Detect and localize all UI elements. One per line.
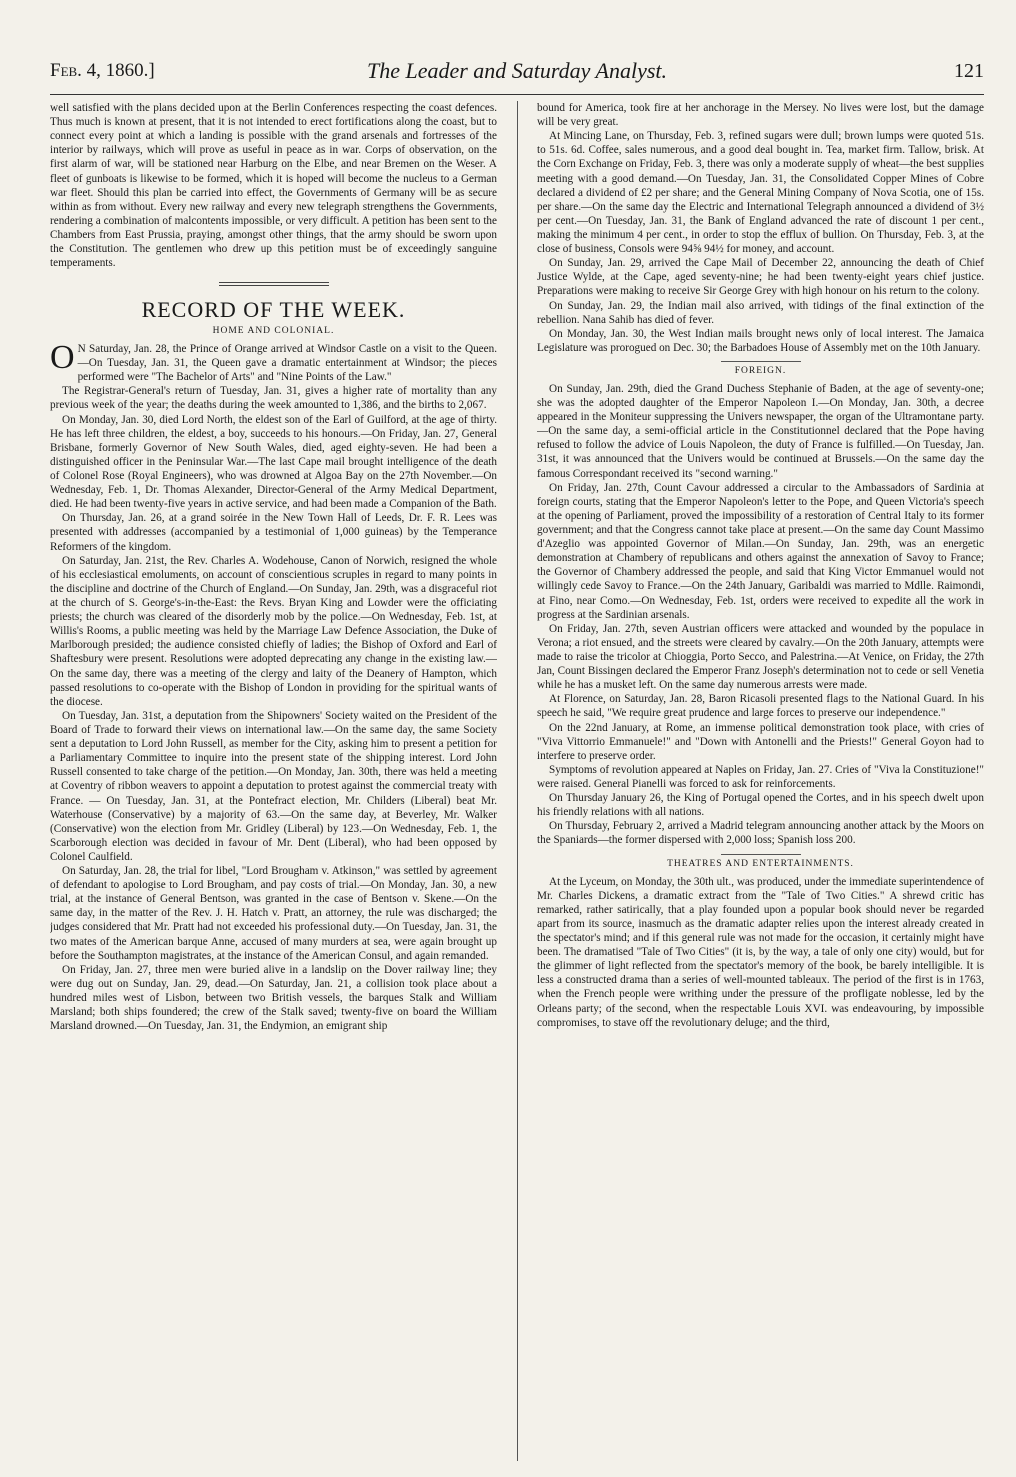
article-paragraph: Symptoms of revolution appeared at Naples on Friday, Jan. 27. Cries of "Viva la Constituzione!" were raised. General Pianelli was forced to ask for reinforcements. xyxy=(537,763,984,790)
article-paragraph: At the Lyceum, on Monday, the 30th ult., was produced, under the immediate superintendence of Mr. Charles Dickens, a dramatic extract from the "Tale of Two Cities." A shrewd critic has remarked, rather satirically, that a play founded upon a popular book should never be regarded apart from its source, inasmuch as the dramatic adapter relies upon the interest already created in the spectator's mind; and if this general rule was not made for the occasion, it certainly might have been. The dramatised "Tale of Two Cities" (it is, by the way, a tale of only one city) would, but for the glimmer of light reflected from the spectator's memory of the book, be barely intelligible. It is less a constructed drama than a series of well-mounted tableaux. The period of the first is in 1763, when the French people were writhing under the pressure of the profligate noblesse, led by the Orleans party; of the second, when the respectable Louis XVI. was endeavouring, by impossible compromises, to stave off the revolutionary deluge; and the third, xyxy=(537,875,984,1029)
article-paragraph: On Thursday, Jan. 26, at a grand soirée in the New Town Hall of Leeds, Dr. F. R. Lees was presented with addresses (accompanied by a testimonial of 1,000 guineas) by the Temperance Reformers of the kingdom. xyxy=(50,512,497,553)
article-paragraph: At Mincing Lane, on Thursday, Feb. 3, refined sugars were dull; brown lumps were quoted 51s. to 51s. 6d. Coffee, sales numerous, and a good deal bought in. Tea, market firm. Tallow, brisk. At the Corn Exchange on Friday, Feb. 3, there was only a moderate supply of wheat—the best supplies meeting with a good demand.—On Tuesday, Jan. 31, the Consolidated Copper Mines of Cobre declared a dividend of £2 per share; and the General Mining Company of Nova Scotia, one of 15s. per share.—On the same day the Electric and International Telegraph announced a dividend of 3½ per cent.—On Tuesday, Jan. 31, the Bank of England advanced the rate of discount 1 per cent., making the minimum 4 per cent., in order to stop the efflux of bullion. On Thursday, Feb. 3, at the close of business, Consols were 94⅝ 94½ for money, and account. xyxy=(537,130,984,256)
page-number: 121 xyxy=(954,60,984,82)
article-paragraph: On Saturday, Jan. 28, the trial for libel, "Lord Brougham v. Atkinson," was settled by agreement of defendant to apologise to Lord Brougham, and pay costs of trial.—On Monday, Jan. 30, a new trial, at the instance of General Bentson, was granted in the case of Bentson v. Skene.—On the same day, in the matter of the Rev. J. H. Hatch v. Pratt, an attorney, the rule was discharged; the judges considered that Mr. Pratt had not exceeded his professional duty.—On Tuesday, Jan. 31, the two mates of the American barque Anne, accused of many murders at sea, were again brought up before the Southampton magistrates, at the instance of the American Consul, and again remanded. xyxy=(50,865,497,962)
article-paragraph: At Florence, on Saturday, Jan. 28, Baron Ricasoli presented flags to the National Guard. In his speech he said, "We require great prudence and large forces to preserve our independence." xyxy=(537,693,984,720)
article-paragraph: On Sunday, Jan. 29th, died the Grand Duchess Stephanie of Baden, at the age of seventy-one; she was the adopted daughter of the Emperor Napoleon I.—On Monday, Jan. 30th, a decree appeared in the Moniteur suppressing the Univers newspaper, the organ of the Ultramontane party.—On the same day, a semi-official article in the Constitutionnel declared that the Pope having refused to follow the advice of Louis Napoleon, the duty of France is fulfilled.—On Tuesday, Jan. 31st, it was announced that the Univers would be continued at Brussels.—On the same day the famous Correspondant received its "second warning." xyxy=(537,382,984,480)
article-paragraph: On Friday, Jan. 27th, Count Cavour addressed a circular to the Ambassadors of Sardinia at foreign courts, stating that the Emperor Napoleon's letter to the Pope, and Queen Victoria's speech at the opening of Parliament, proved the impossibility of a restoration of Central Italy to its former government; and that the Congress cannot take place at present.—On the same day Count Massimo d'Azeglio was appointed Governor of Milan.—On Sunday, Jan. 29th, was an energetic demonstration at Chambery of republicans and others against the annexation of Savoy to France; the Governor of Chambery addressed the people, and said that King Victor Emmanuel would not willingly cede Savoy to France.—On the 24th January, Garibaldi was married to Mdlle. Raimondi, at Fino, near Como.—On Wednesday, Feb. 1st, orders were received to expedite all the work in progress at the Sardinian arsenals. xyxy=(537,481,984,621)
divider xyxy=(721,361,801,362)
article-paragraph: On Sunday, Jan. 29, the Indian mail also arrived, with tidings of the final extinction of the rebellion. Nana Sahib has died of fever. xyxy=(537,299,984,326)
divider xyxy=(721,854,801,855)
left-column xyxy=(50,101,497,1461)
article-paragraph: On Sunday, Jan. 29, arrived the Cape Mail of December 22, announcing the death of Chief Justice Wylde, at the Cape, aged seventy-nine; he had been twenty-eight years chief justice. Preparations were making to receive Sir George Grey with high honour on his return to the colony. xyxy=(537,257,984,298)
publication-title: The Leader and Saturday Analyst. xyxy=(366,58,668,83)
page-header xyxy=(50,58,984,95)
section-subhead: HOME AND COLONIAL. xyxy=(212,326,335,337)
article-paragraph: The Registrar-General's return of Tuesday, Jan. 31, gives a higher rate of mortality than any previous week of the year; the deaths during the week amounted to 1,386, and the births to 2,067. xyxy=(50,385,497,412)
drop-cap: O xyxy=(50,339,75,376)
article-paragraph: On Friday, Jan. 27th, seven Austrian officers were attacked and wounded by the populace in Verona; a riot ensued, and the streets were cleared by cavalry.—On the 20th January, attempts were made to raise the tricolor at Chioggia, Porto Secco, and Palestrina.—At Venice, on Friday, the 27th Jan, Count Bissingen declared the Emperor Franz Joseph's determination not to cede or sell Venetia while he has a musket left. On the same day numerous arrests were made. xyxy=(537,622,984,692)
article-paragraph: bound for America, took fire at her anchorage in the Mersey. No lives were lost, but the damage will be very great. xyxy=(537,102,984,129)
columns xyxy=(50,101,984,1461)
article-paragraph: On Saturday, Jan. 21st, the Rev. Charles A. Wodehouse, Canon of Norwich, resigned the whole of his ecclesiastical emoluments, on account of conscientious scruples in regard to many points in the discipline and doctrine of the Church of England.—On Sunday, Jan. 29th, was a disgraceful riot at the church of S. George's-in-the-East: the Revs. Bryan King and Lowder were the officiating priests; the church was cleared of the disorderly mob by the police.—On Wednesday, Feb. 1st, at Willis's Rooms, a public meeting was held by the Marriage Law Defence Association, the Duke of Marlborough presided; the audience consisted chiefly of ladies; the Bishop of Oxford and Earl of Shaftesbury were present. Resolutions were adopted deprecating any change in the existing law.—On the same day, there was a meeting of the clergy and laity of the Deanery of Hampton, which passed resolutions to co-operate with the Bishop of London in providing for the spiritual wants of the diocese. xyxy=(50,554,497,708)
foreign-subhead: FOREIGN. xyxy=(734,365,787,376)
intro-paragraph: well satisfied with the plans decided upon at the Berlin Conferences respecting the coast defences. Thus much is known at present, that it is not intended to erect fortifications along the coast, but to connect every point at which a landing is possible with the grand arsenals and fortresses of the interior by railways, which will prove as useful in peace as in war. Corps of observation, on the first alarm of war, will be stationed near Harburg on the Elbe, and near Bremen on the Weser. A fleet of gunboats is likewise to be formed, which it is hoped will become the nucleus to a German war fleet. Should this plan be carried into effect, the Governments of Germany will be as secure within as from without. Every new railway and every new telegraph strengthens the Governments, rendering a combination of malcontents impossible, or very difficult. A petition has been sent to the Chambers from East Prussia, praying, amongst other things, that the army should be sworn upon the Constitution. The gentlemen who drew up this petition must be of exceedingly sanguine temperaments. xyxy=(50,102,497,270)
article-paragraph: On Thursday January 26, the King of Portugal opened the Cortes, and in his speech dwelt upon his friendly relations with all nations. xyxy=(537,792,984,819)
article-paragraph: On Monday, Jan. 30, the West Indian mails brought news only of local interest. The Jamaica Legislature was prorogued on Dec. 30; the Barbadoes House of Assembly met on the 10th January. xyxy=(537,327,984,354)
article-paragraph: On Thursday, February 2, arrived a Madrid telegram announcing another attack by the Moors on the Spaniards—the former dispersed with 2,000 loss; Spanish loss 200. xyxy=(537,820,984,847)
article-paragraph: On Tuesday, Jan. 31st, a deputation from the Shipowners' Society waited on the President of the Board of Trade to forward their views on international law.—On the same day, the same Society sent a deputation to Lord John Russell, as member for the City, asking him to present a petition for a Parliamentary Committee to inquire into the present state of the shipping interest. Lord John Russell consented to take charge of the petition.—On Monday, Jan. 30th, there was held a meeting at Coventry of ribbon weavers to appoint a deputation to protest against the commercial treaty with France. — On Tuesday, Jan. 31, at the Pontefract election, Mr. Childers (Liberal) beat Mr. Waterhouse (Conservative) by a majority of 63.—On the same day, at Beverley, Mr. Walker (Conservative) won the election from Mr. Gridley (Liberal) by 123.—On Wednesday, Feb. 1, the Scarborough election was decided in favour of Mr. Dent (Liberal), who had been opposed by Colonel Caulfield. xyxy=(50,709,497,863)
column-rule xyxy=(517,101,518,1461)
article-paragraph: On the 22nd January, at Rome, an immense political demonstration took place, with cries of "Viva Vittorrio Emmanuele!" and "Down with Antonelli and the Priests!" General Goyon had to interfere to preserve order. xyxy=(537,721,984,762)
theatres-subhead: THEATRES AND ENTERTAINMENTS. xyxy=(667,858,854,869)
issue-date: Feb. 4, 1860.] xyxy=(50,60,155,81)
article-paragraph: On Friday, Jan. 27, three men were buried alive in a landslip on the Dover railway line; they were dug out on Sunday, Jan. 29, dead.—On Saturday, Jan. 21, a collision took place about a hundred miles west of Lisbon, between two British vessels, the barques Stalk and William Marsland; both ships foundered; the crew of the Stalk saved; twenty-five on board the William Marsland drowned.—On Tuesday, Jan. 31, the Endymion, an emigrant ship xyxy=(50,963,497,1033)
article-paragraph: On Monday, Jan. 30, died Lord North, the eldest son of the Earl of Guilford, at the age of thirty. He has left three children, the eldest, a boy, succeeds to his honours.—On Friday, Jan. 27, General Brisbane, formerly Governor of New South Wales, died, aged eighty-seven. He had been a distinguished officer in the Peninsular War.—The last Cape mail brought intelligence of the death of Colonel Rose (Royal Engineers), who was drowned at Algoa Bay on the 27th November.—On Wednesday, Feb. 1, Dr. Thomas Alexander, Director-General of the Army Medical Department, died. He had been twenty-five years in active service, and had been made a Companion of the Bath. xyxy=(50,413,497,511)
right-column xyxy=(537,101,984,1461)
section-title: RECORD OF THE WEEK. xyxy=(141,297,406,323)
section-divider xyxy=(219,282,329,286)
article-paragraph: O N Saturday, Jan. 28, the Prince of Orange arrived at Windsor Castle on a visit to the Queen.—On Tuesday, Jan. 31, the Queen gave a dramatic entertainment at Windsor; the pieces performed were "The Bachelor of Arts" and "Nine Points of the Law." xyxy=(50,339,497,384)
